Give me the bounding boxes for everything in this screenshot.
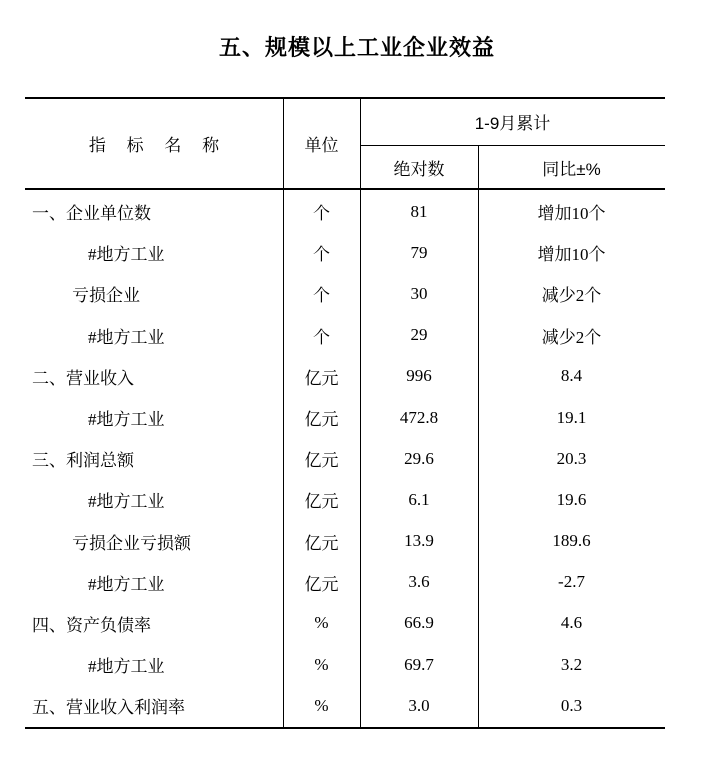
row-unit: 个 xyxy=(313,327,330,347)
row-absolute-value: 30 xyxy=(410,283,428,303)
row-label: 五、营业收入利润率 xyxy=(32,698,185,718)
row-yoy-value: 减少2个 xyxy=(541,286,602,306)
table-body xyxy=(25,191,665,726)
row-absolute-value: 81 xyxy=(410,201,428,221)
industry-benefit-table xyxy=(25,97,665,730)
row-yoy-value: -2.7 xyxy=(558,572,585,592)
row-unit: 亿元 xyxy=(304,451,339,471)
row-unit: 亿元 xyxy=(304,410,339,430)
row-absolute-value: 3.0 xyxy=(408,695,430,715)
table-row xyxy=(25,479,665,520)
table-row xyxy=(25,315,665,356)
table-row xyxy=(25,644,665,685)
row-yoy-value: 增加10个 xyxy=(537,204,606,224)
row-unit: 亿元 xyxy=(304,574,339,594)
row-absolute-value: 29 xyxy=(410,325,428,345)
row-yoy-value: 3.2 xyxy=(560,654,583,674)
table-row xyxy=(25,191,665,232)
header-yoy: 同比±% xyxy=(542,159,601,179)
row-absolute-value: 79 xyxy=(410,242,428,262)
table-row xyxy=(25,603,665,644)
row-yoy-value: 20.3 xyxy=(556,448,587,468)
row-yoy-value: 0.3 xyxy=(560,695,583,715)
row-unit: 亿元 xyxy=(304,368,339,388)
page-title: 五、规模以上工业企业效益 xyxy=(218,35,495,60)
row-unit: 亿元 xyxy=(304,533,339,553)
table-row xyxy=(25,397,665,438)
row-label: #地方工业 xyxy=(88,574,165,594)
row-unit: % xyxy=(314,654,329,674)
table-row xyxy=(25,562,665,603)
table-row xyxy=(25,685,665,726)
row-yoy-value: 4.6 xyxy=(560,613,583,633)
row-label: 四、资产负债率 xyxy=(32,615,151,635)
row-unit: 亿元 xyxy=(304,492,339,512)
row-absolute-value: 13.9 xyxy=(404,531,434,551)
row-label: 亏损企业 xyxy=(72,286,140,306)
header-indicator-name: 指 标 名 称 xyxy=(88,135,220,155)
row-unit: % xyxy=(314,613,329,633)
row-unit: 个 xyxy=(313,245,330,265)
row-label: 三、利润总额 xyxy=(32,451,134,471)
row-absolute-value: 996 xyxy=(406,366,432,386)
row-yoy-value: 减少2个 xyxy=(541,327,602,347)
row-label: #地方工业 xyxy=(88,245,165,265)
row-label: 二、营业收入 xyxy=(32,368,134,388)
table-row xyxy=(25,521,665,562)
row-label: #地方工业 xyxy=(88,492,165,512)
row-label: 一、企业单位数 xyxy=(32,204,151,224)
table-row xyxy=(25,438,665,479)
row-unit: 个 xyxy=(313,286,330,306)
row-unit: 个 xyxy=(313,204,330,224)
row-unit: % xyxy=(314,695,329,715)
table-bottom-border xyxy=(25,727,665,729)
table-row xyxy=(25,356,665,397)
row-label: #地方工业 xyxy=(88,410,165,430)
row-absolute-value: 6.1 xyxy=(408,489,430,509)
row-absolute-value: 29.6 xyxy=(404,448,434,468)
table-row xyxy=(25,273,665,314)
header-absolute: 绝对数 xyxy=(393,159,445,179)
row-label: #地方工业 xyxy=(88,327,165,347)
row-yoy-value: 189.6 xyxy=(552,531,591,551)
row-yoy-value: 19.6 xyxy=(556,489,587,509)
table-row xyxy=(25,232,665,273)
row-yoy-value: 增加10个 xyxy=(537,245,606,265)
row-yoy-value: 19.1 xyxy=(556,407,587,427)
header-period: 1-9月累计 xyxy=(474,113,551,133)
row-absolute-value: 3.6 xyxy=(408,572,430,592)
row-label: 亏损企业亏损额 xyxy=(72,533,191,553)
header-unit: 单位 xyxy=(304,135,339,155)
row-label: #地方工业 xyxy=(88,657,165,677)
row-yoy-value: 8.4 xyxy=(560,366,583,386)
row-absolute-value: 472.8 xyxy=(399,407,439,427)
row-absolute-value: 69.7 xyxy=(404,654,434,674)
row-absolute-value: 66.9 xyxy=(404,613,434,633)
